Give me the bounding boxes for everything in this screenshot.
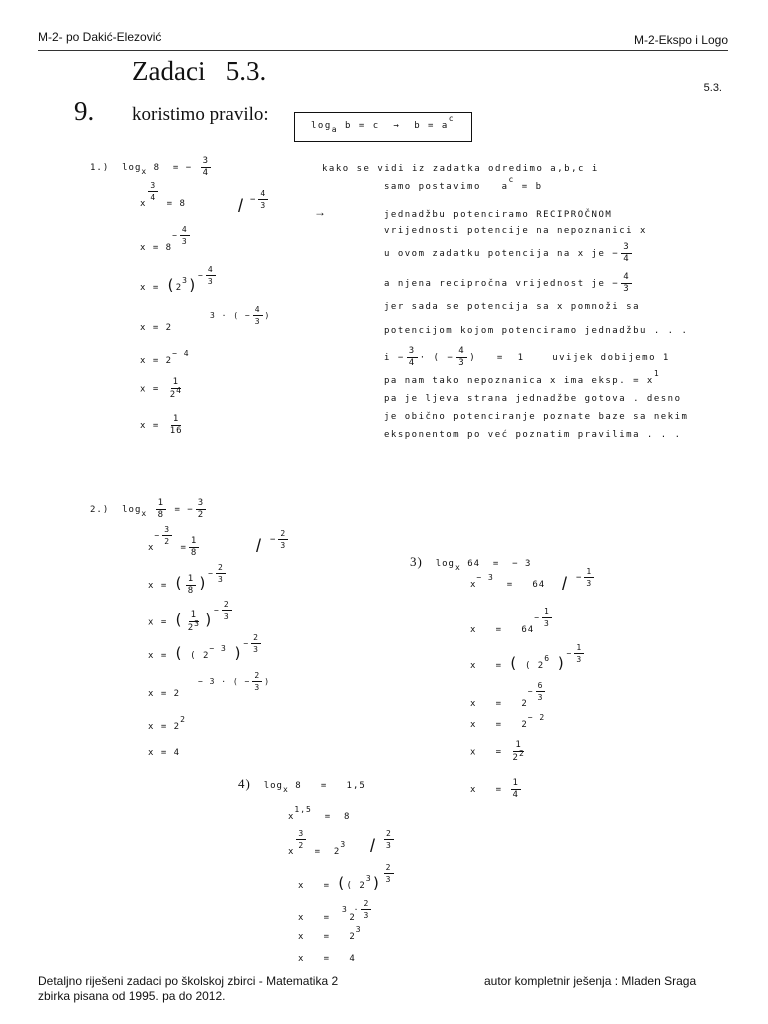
expl-line7: jer sada se potencija sa x pomnoži sa xyxy=(384,302,640,312)
p1-step6: x = $\frac{1}{24}$ xyxy=(140,377,182,400)
p3-step2: x = 64− $\frac{1}{3}$ xyxy=(470,607,550,635)
p2-step3: x = ( $\frac{1}{23}$ )− $\frac{2}{3}$ xyxy=(148,599,230,633)
p2-power-slash: / xyxy=(256,536,262,556)
p1-step4: 3 · ( − $\frac{4}{3}$ ) x = 2 xyxy=(140,305,271,333)
p4-step5: x = 23 xyxy=(298,925,362,942)
p1-log-base: x xyxy=(141,167,148,176)
p2-equation: 2.) logx $\frac{1}{8}$ = − $\frac{3}{2}$ xyxy=(90,498,205,520)
p2-step1: x− $\frac{3}{2}$ = $\frac{1}{8}$ xyxy=(148,525,198,558)
expl-line11: pa je ljeva strana jednadžbe gotova . desno xyxy=(384,394,682,404)
p1-step5: x = 2− 4 xyxy=(140,349,190,366)
p3-equation: 3) logx 64 = − 3 xyxy=(410,554,532,572)
p3-step4: x = 2− $\frac{6}{3}$ xyxy=(470,681,544,709)
p3-step6: x = $\frac{1}{22}$ xyxy=(470,740,525,763)
p1-step2: x = 8− $\frac{4}{3}$ xyxy=(140,225,188,253)
p2-step2: x = ( $\frac{1}{8}$ )− $\frac{2}{3}$ xyxy=(148,563,224,596)
rule-intro: koristimo pravilo: xyxy=(132,104,269,125)
expl-line13: eksponentom po već poznatim pravilima . . . xyxy=(384,430,682,440)
expl-line5: u ovom zadatku potencija na x je − $\frac{3}{4}$ xyxy=(384,242,631,264)
expl-line1: kako se vidi iz zadatka odredimo a,b,c i xyxy=(322,164,599,174)
page-title: Zadaci 5.3. xyxy=(132,56,267,86)
p3-power-slash: / xyxy=(562,574,568,594)
rule-mid: b = c → b = a xyxy=(345,121,449,131)
expl-line8: potencijom kojom potenciramo jednadžbu . . . xyxy=(384,326,689,336)
header-right: M-2-Ekspo i Logo xyxy=(633,33,728,47)
p1-step1: x $\frac{3}{4}$ = 8 xyxy=(140,181,186,209)
expl-line10: pa nam tako nepoznanica x ima eksp. = x1 xyxy=(384,369,661,386)
p1-equation xyxy=(90,156,213,179)
p1-fraction: $\frac{3}{4}$ xyxy=(202,156,209,178)
p3-step3: x = ( ( 26 )− $\frac{1}{3}$ xyxy=(470,643,583,672)
p4-step4: 3 · $\frac{2}{3}$ x = 2 xyxy=(298,899,370,923)
p3-step5: x = 2− 2 xyxy=(470,713,546,730)
p4-step3: x = (( 23) $\frac{2}{3}$ xyxy=(298,863,392,892)
expl-line4: vrijednosti potencije na nepoznanici x xyxy=(384,226,647,236)
header-left: M-2- po Dakić-Elezović xyxy=(38,30,162,44)
p1-step7: x = $\frac{1}{16}$ xyxy=(140,414,183,436)
header-rule xyxy=(38,50,728,51)
expl-line12: je obično potenciranje poznate baze sa nekim xyxy=(384,412,689,422)
p1-log-arg: 8 xyxy=(153,163,161,173)
p2-power: − $\frac{2}{3}$ xyxy=(270,529,287,550)
expl-line2: samo postavimo ac = b xyxy=(384,175,543,192)
rule-exp: c xyxy=(448,114,456,123)
rule-base: a xyxy=(331,125,339,134)
p4-power: $\frac{2}{3}$ xyxy=(386,829,392,850)
p4-power-slash: / xyxy=(370,836,376,856)
p4-step6: x = 4 xyxy=(298,954,356,964)
footer-left-1: Detaljno riješeni zadaci po školskoj zbirci - Matematika 2 xyxy=(38,974,339,988)
p4-step2: x $\frac{3}{2}$ = 23 xyxy=(288,829,347,857)
rule-log: log xyxy=(311,121,332,131)
p3-power: − $\frac{1}{3}$ xyxy=(576,567,593,588)
p2-step4: x = ( ( 2− 3 )− $\frac{2}{3}$ xyxy=(148,633,259,662)
footer-right: autor kompletnir ješenja : Mladen Sraga xyxy=(484,974,697,988)
expl-line6: a njena recipročna vrijednost je − $\frac{4}{3}$ xyxy=(384,272,631,294)
arrow-icon: → xyxy=(314,205,326,219)
p2-step5: − 3 · ( − $\frac{2}{3}$ ) x = 2 xyxy=(148,671,271,699)
p3-step1: x− 3 = 64 xyxy=(470,573,546,590)
expl-line9: i − $\frac{3}{4}$ · ( − $\frac{4}{3}$ ) = 1 uvijek dobijemo 1 xyxy=(384,346,670,368)
p1-log: log xyxy=(122,163,142,173)
p1-step3: x = (23)− $\frac{4}{3}$ xyxy=(140,265,214,294)
expl-line3: jednadžbu potenciramo RECIPROČNOM xyxy=(384,210,613,220)
p2-step7: x = 4 xyxy=(148,748,181,758)
p1-eq: = − xyxy=(172,163,193,173)
p1-power: − $\frac{4}{3}$ xyxy=(250,189,267,210)
p1-label: 1.) xyxy=(90,163,110,173)
p2-step6: x = 22 xyxy=(148,715,186,732)
footer-left-2: zbirka pisana od 1995. pa do 2012. xyxy=(38,989,226,1003)
problem-number: 9. xyxy=(74,96,95,126)
p4-step1: x1,5 = 8 xyxy=(288,805,351,822)
rule-box xyxy=(294,112,472,142)
p1-power-slash: / xyxy=(238,196,244,216)
p4-equation: 4) logx 8 = 1,5 xyxy=(238,776,366,794)
section-label: 5.3. xyxy=(703,82,722,94)
p3-step7: x = $\frac{1}{4}$ xyxy=(470,778,519,800)
